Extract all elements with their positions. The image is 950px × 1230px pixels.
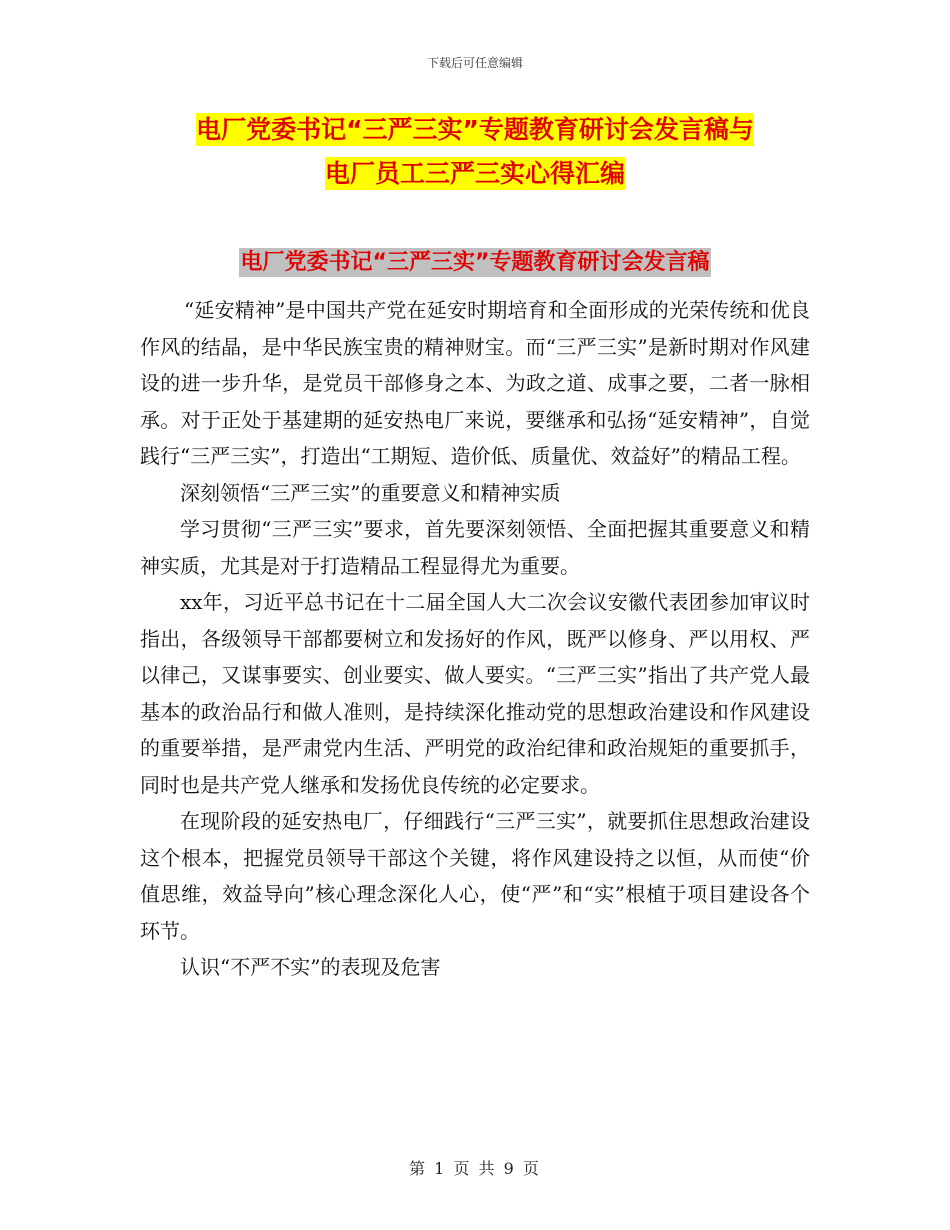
paragraph-4: xx年，习近平总书记在十二届全国人大二次会议安徽代表团参加审议时指出，各级领导干部都要树立和发扬好的作风，既严以修身、严以用权、严以律己，又谋事要实、创业要实、做人要实。“三严三实”指出了共产党人最基本的政治品行和做人准则，是持续深化推动党的思想政治建设和作风建设的重要举措，是严肃党内生活、严明党的政治纪律和政治规矩的重要抓手，同时也是共产党人继承和发扬优良传统的必定要求。 — [140, 590, 810, 797]
document-title — [140, 108, 810, 196]
paragraph-5: 在现阶段的延安热电厂，仔细践行“三严三实”，就要抓住思想政治建设这个根本，把握党员领导干部这个关键，将作风建设持之以恒，从而使“价值思维，效益导向”核心理念深化人心，使“严”和“实”根植于项目建设各个环节。 — [140, 809, 810, 943]
paragraph-3: 学习贯彻“三严三实”要求，首先要深刻领悟、全面把握其重要意义和精神实质，尤其是对于打造精品工程显得尤为重要。 — [140, 517, 810, 578]
section-title-text: 电厂党委书记“三严三实”专题教育研讨会发言稿 — [240, 250, 710, 275]
page-footer: 第 1 页 共 9 页 — [409, 1159, 541, 1178]
document-title-line-2: 电厂员工三严三实心得汇编 — [324, 159, 625, 188]
document-title-line-1: 电厂党委书记“三严三实”专题教育研讨会发言稿与 — [196, 115, 754, 144]
section-title — [0, 246, 950, 280]
paragraph-2: 深刻领悟“三严三实”的重要意义和精神实质 — [180, 480, 561, 505]
header-note: 下载后可任意编辑 — [426, 56, 523, 70]
paragraph-1: “延安精神”是中国共产党在延安时期培育和全面形成的光荣传统和优良作风的结晶，是中华民族宝贵的精神财宝。而“三严三实”是新时期对作风建设的进一步升华，是党员干部修身之本、为政之道、成事之要，二者一脉相承。对于正处于基建期的延安热电厂来说，要继承和弘扬“延安精神”，自觉践行“三严三实”，打造出“工期短、造价低、质量优、效益好”的精品工程。 — [140, 298, 810, 468]
body-text — [140, 292, 810, 986]
paragraph-6: 认识“不严不实”的表现及危害 — [180, 955, 441, 979]
